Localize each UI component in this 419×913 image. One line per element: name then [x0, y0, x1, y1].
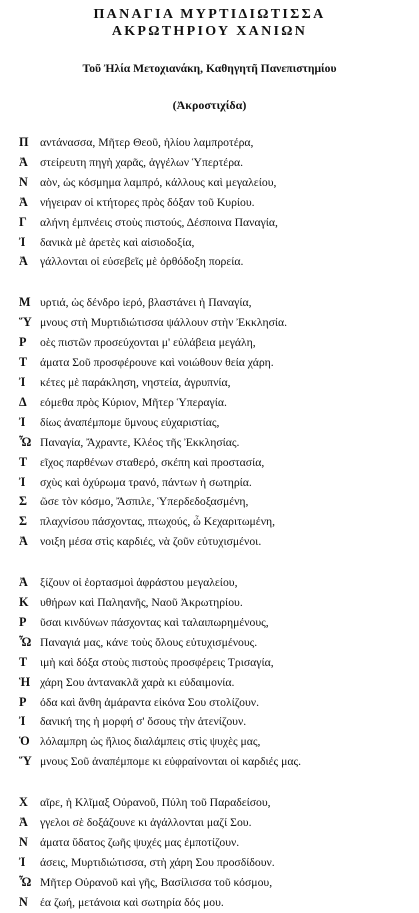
poem-line: [19, 413, 419, 433]
poem-line: [19, 813, 419, 833]
acrostic-initial: Σ: [19, 514, 27, 529]
poem-line: [19, 173, 419, 193]
poem-line: [19, 653, 419, 673]
acrostic-initial: Ν: [19, 835, 28, 849]
acrostic-initial: Ὕ: [19, 754, 32, 769]
poem-line: [19, 512, 419, 532]
line-text: ιμὴ καὶ δόξα στοὺς πιστοὺς προσφέρεις Τρισαγία,: [40, 655, 274, 669]
acrostic-initial: Ἰ: [19, 714, 26, 729]
acrostic-initial: Ν: [19, 894, 28, 909]
line-text: χάρη Σου ἀντανακλᾶ χαρὰ κι εὐδαιμονία.: [40, 675, 235, 689]
poem-line: [19, 473, 419, 493]
line-text: αντάνασσα, Μῆτερ Θεοῦ, ἡλίου λαμπροτέρα,: [40, 136, 254, 149]
line-text: υθήρων καὶ Παληανῆς, Ναοῦ Ἀκρωτηρίου.: [40, 596, 243, 610]
acrostic-initial: Ἰ: [19, 854, 26, 869]
line-text: γγελοι σὲ δοξάζουνε κι ἀγάλλονται μαζί Σου.: [40, 816, 252, 830]
line-text: σχὺς καὶ ὀχύρωμα τρανό, πάντων ἡ σωτηρία.: [40, 475, 252, 489]
line-text: Παναγιά μας, κάνε τοὺς ὅλους εὐτυχισμένους.: [40, 635, 258, 649]
acrostic-initial: Ἰ: [19, 414, 26, 429]
acrostic-initial: Ὁ: [19, 734, 30, 749]
acrostic-initial: Ν: [19, 174, 28, 189]
line-text: εῖχος παρθένων σταθερό, σκέπη καὶ προστασία,: [40, 455, 265, 469]
poem-line: [19, 433, 419, 453]
acrostic-initial: Τ: [19, 454, 28, 469]
poem-line: [19, 613, 419, 633]
acrostic-initial: Ἀ: [19, 575, 28, 590]
poem-line: [19, 853, 419, 873]
poem-stanza: [19, 573, 419, 772]
poem-stanza: [19, 793, 419, 912]
poem-line: [19, 693, 419, 713]
poem-line: [19, 293, 419, 313]
poem-line: [19, 333, 419, 353]
poem-line: [19, 252, 419, 272]
poem-line: [19, 833, 419, 853]
acrostic-initial: Τ: [19, 654, 28, 669]
poem-line: [19, 373, 419, 393]
line-text: πλαχνίσου πάσχοντας, πτωχούς, ὦ Κεχαριτωμένη,: [40, 515, 276, 529]
acrostic-initial: Ὦ: [19, 434, 32, 449]
poem-line: [19, 492, 419, 512]
poem-line: [19, 633, 419, 653]
poem-line: [19, 893, 419, 913]
subtitle: (Ἀκροστιχίδα): [172, 98, 247, 112]
title-line-1: ΠΑΝΑΓΙΑ ΜΥΡΤΙΔΙΩΤΙΣΣΑ: [93, 7, 326, 22]
line-text: κέτες μὲ παράκληση, νηστεία, ἀγρυπνία,: [40, 375, 231, 389]
acrostic-initial: Δ: [19, 394, 27, 409]
line-text: ξίζουν οἱ ἑορτασμοὶ ἀφράστου μεγαλείου,: [40, 576, 238, 590]
poem-line: [19, 732, 419, 752]
poem-line: [19, 453, 419, 473]
poem-line: [19, 752, 419, 772]
acrostic-initial: Ἰ: [19, 374, 26, 389]
poem-line: [19, 233, 419, 253]
acrostic-initial: Ἀ: [19, 194, 28, 209]
author-line: Τοῦ Ἠλία Μετοχιανάκη, Καθηγητῆ Πανεπιστημίου: [82, 62, 337, 75]
acrostic-initial: Ρ: [19, 335, 27, 350]
line-text: αὸν, ὡς κόσμημα λαμπρό, κάλλους καὶ μεγαλείου,: [40, 175, 277, 189]
poem-line: [19, 593, 419, 613]
title-line-2: ΑΚΡΩΤΗΡΙΟΥ ΧΑΝΙΩΝ: [111, 24, 308, 39]
acrostic-initial: Ἀ: [19, 815, 28, 830]
acrostic-initial: Ἀ: [19, 534, 28, 549]
line-text: δανική της ἡ μορφή σ' ὅσους τὴν ἀτενίζουν.: [40, 715, 247, 729]
acrostic-initial: Ρ: [19, 614, 27, 629]
line-text: εόμεθα πρὸς Κύριον, Μῆτερ Ὑπεραγία.: [40, 395, 227, 409]
acrostic-initial: Κ: [19, 595, 29, 610]
line-text: λόλαμπρη ὡς ἥλιος διαλάμπεις στὶς ψυχὲς μας,: [40, 735, 261, 749]
poem-line: [19, 213, 419, 233]
poem-line: [19, 393, 419, 413]
poem-body: [0, 133, 419, 913]
acrostic-initial: Τ: [19, 355, 28, 370]
line-text: ῶσε τὸν κόσμο, Ἄσπιλε, Ὑπερδεδοξασμένη,: [40, 495, 249, 509]
line-text: οὲς πιστῶν προσεύχονται μ' εὐλάβεια μεγάλη,: [40, 336, 256, 350]
line-text: στείρευτη πηγὴ χαρᾶς, ἀγγέλων Ὑπερτέρα.: [40, 155, 244, 169]
poem-line: [19, 313, 419, 333]
poem-line: [19, 353, 419, 373]
line-text: Παναγία, Ἄχραντε, Κλέος τῆς Ἐκκλησίας.: [40, 435, 240, 449]
line-text: Μῆτερ Οὐρανοῦ καὶ γῆς, Βασίλισσα τοῦ κόσμου,: [40, 875, 273, 889]
acrostic-initial: Π: [19, 135, 29, 149]
line-text: δανικὰ μὲ ἀρετὲς καὶ αἰσιοδοξία,: [40, 235, 195, 249]
poem-line: [19, 193, 419, 213]
line-text: νοιξη μέσα στὶς καρδιές, νὰ ζοῦν εὐτυχισμένοι.: [40, 535, 262, 549]
line-text: μνους στὴ Μυρτιδιώτισσα ψάλλουν στὴν Ἐκκλησία.: [40, 316, 288, 330]
line-text: αῖρε, ἡ Κλῖμαξ Οὐρανοῦ, Πύλη τοῦ Παραδείσου,: [40, 796, 271, 810]
line-text: έα ζωή, μετάνοια καὶ σωτηρία δός μου.: [40, 895, 224, 909]
acrostic-initial: Σ: [19, 494, 27, 509]
line-text: άματα ὕδατος ζωῆς ψυχές μας ἐμποτίζουν.: [40, 836, 240, 849]
acrostic-initial: Ἀ: [19, 254, 28, 269]
line-text: δίως ἀναπέμπομε ὕμνους εὐχαριστίας,: [40, 415, 220, 429]
document-title: [0, 6, 419, 40]
acrostic-initial: Ὦ: [19, 874, 32, 889]
acrostic-initial: Ἀ: [19, 154, 28, 169]
acrostic-initial: Γ: [19, 214, 27, 229]
poem-stanza: [19, 133, 419, 272]
line-text: γάλλονται οἱ εὐσεβεῖς μὲ ὀρθόδοξη πορεία.: [40, 255, 244, 269]
line-text: νήγειραν οἱ κτήτορες πρὸς δόξαν τοῦ Κυρίου.: [40, 195, 255, 209]
poem-line: [19, 712, 419, 732]
line-text: άσεις, Μυρτιδιώτισσα, στὴ χάρη Σου προσδίδουν.: [40, 855, 275, 869]
acrostic-initial: Ἡ: [19, 674, 31, 689]
line-text: αλήνη ἐμπνέεις στοὺς πιστούς, Δέσποινα Παναγία,: [40, 215, 278, 229]
line-text: μνους Σοῦ ἀναπέμπομε κι εὐφραίνονται οἱ καρδιές μας.: [40, 755, 302, 769]
line-text: ῦσαι κινδύνων πάσχοντας καὶ ταλαιπωρημένους,: [40, 615, 269, 629]
poem-line: [19, 873, 419, 893]
poem-line: [19, 573, 419, 593]
poem-line: [19, 532, 419, 552]
line-text: όδα καὶ ἄνθη ἀμάραντα εἰκόνα Σου στολίζουν.: [40, 695, 260, 709]
line-text: υρτιά, ὡς δένδρο ἱερό, βλαστάνει ἡ Παναγία,: [40, 296, 252, 310]
poem-line: [19, 133, 419, 153]
poem-stanza: [19, 293, 419, 552]
acrostic-initial: Ὦ: [19, 634, 32, 649]
poem-line: [19, 153, 419, 173]
acrostic-initial: Μ: [19, 295, 31, 310]
poem-line: [19, 673, 419, 693]
acrostic-initial: Ἰ: [19, 474, 26, 489]
acrostic-initial: Ὕ: [19, 315, 32, 330]
acrostic-initial: Χ: [19, 795, 28, 810]
acrostic-initial: Ρ: [19, 694, 27, 709]
poem-line: [19, 793, 419, 813]
line-text: άματα Σοῦ προσφέρουνε καὶ νοιώθουν θεία χάρη.: [40, 356, 274, 370]
acrostic-initial: Ἰ: [19, 234, 26, 249]
